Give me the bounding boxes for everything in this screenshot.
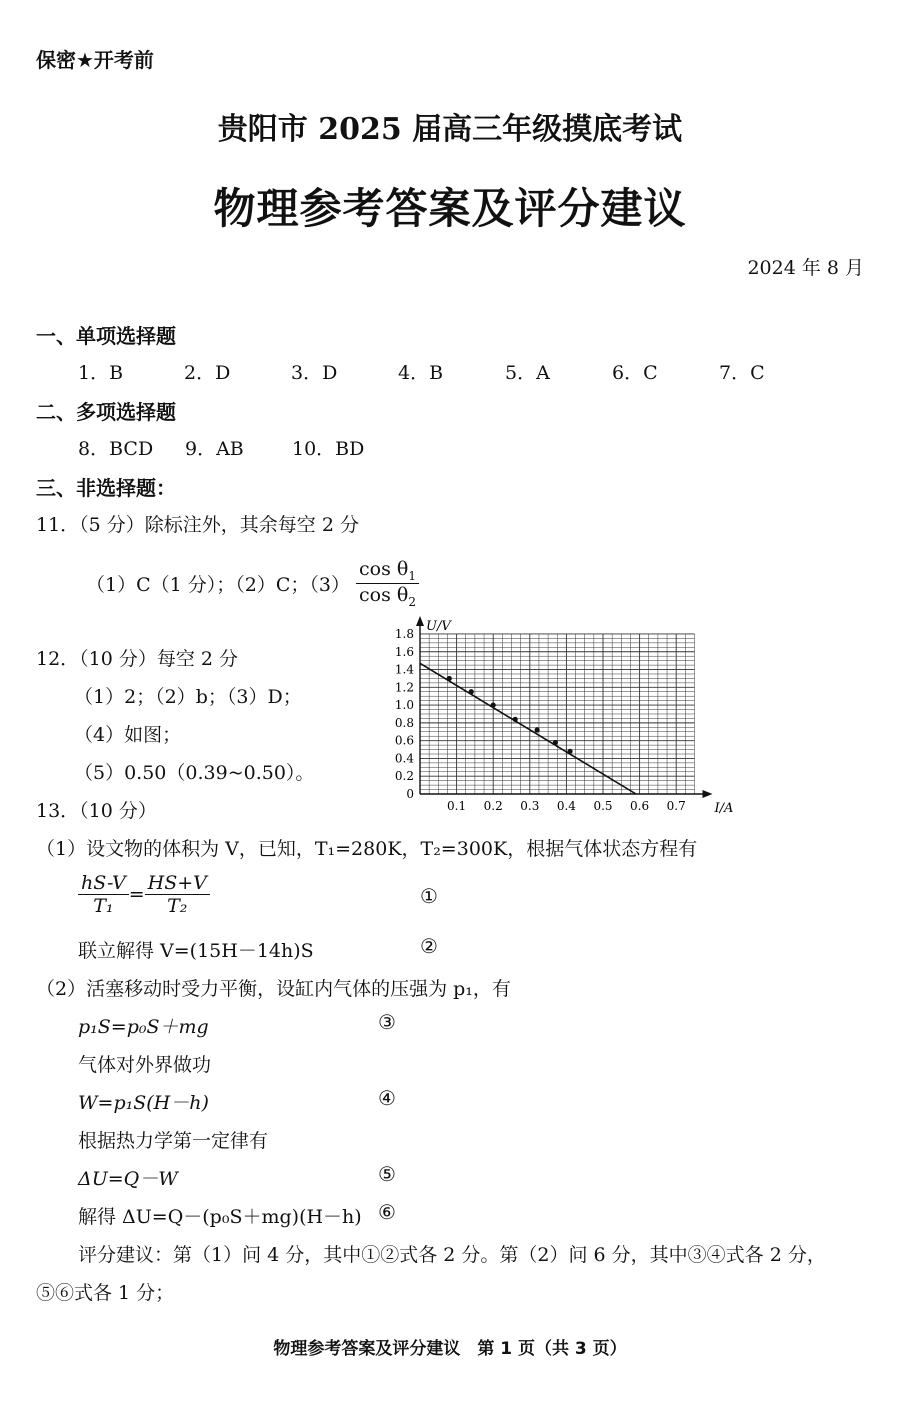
section2-title: 二、多项选择题 <box>36 400 176 424</box>
x-tick-label: 0.1 <box>447 799 467 813</box>
q11-frac-den: cos θ <box>359 583 409 606</box>
q13-solve1: 联立解得 V=(15H－14h)S <box>78 940 314 962</box>
doc-date: 2024 年 8 月 <box>747 257 864 279</box>
answer-6: 6．C <box>612 362 658 384</box>
q13-work-text: 气体对外界做功 <box>78 1054 212 1076</box>
answer-2: 2．D <box>184 362 231 384</box>
x-tick-label: 0.2 <box>483 799 503 813</box>
exam-title: 贵阳市 2025 届高三年级摸底考试 <box>217 112 683 147</box>
x-tick-label: 0.5 <box>593 799 613 813</box>
chart-grid <box>420 634 695 794</box>
answer-4: 4．B <box>398 362 444 384</box>
data-point <box>447 676 452 681</box>
data-point <box>567 749 572 754</box>
q11-answer <box>86 558 419 609</box>
ui-chart <box>380 618 734 818</box>
data-point <box>491 703 496 708</box>
x-axis-arrow <box>703 790 713 798</box>
q13-eq1-left-den: T₁ <box>93 895 114 917</box>
x-tick-label: 0.6 <box>630 799 650 813</box>
q13-part2-intro: （2）活塞移动时受力平衡，设缸内气体的压强为 p₁，有 <box>36 978 511 1000</box>
y-tick-label: 0.2 <box>394 769 414 784</box>
q13-law-text: 根据热力学第一定律有 <box>78 1130 269 1152</box>
q13-eq1-right <box>145 872 210 917</box>
q13-eq1-right-num: HS+V <box>145 872 210 895</box>
q13-part1-intro: （1）设文物的体积为 V，已知，T₁=280K，T₂=300K，根据气体状态方程有 <box>36 838 698 860</box>
y-tick-label: 0.4 <box>394 751 414 766</box>
q13-eq1: $\frac{hS-V}{\text{T₁}}$ = $\frac{HS+V}{\text{T₂}}$ <box>78 872 210 917</box>
confidential-label: 保密★开考前 <box>36 48 154 72</box>
q11-fraction <box>356 558 419 609</box>
data-point <box>553 740 558 745</box>
answer-3: 3．D <box>291 362 338 384</box>
answer-10: 10．BD <box>292 438 365 460</box>
q11-frac-num-sub: 1 <box>408 568 416 583</box>
q12-line1: （1）2；（2）b；（3）D； <box>74 686 302 708</box>
y-axis-arrow <box>416 616 424 626</box>
y-tick-label: 1.0 <box>394 698 414 713</box>
page-footer: 物理参考答案及评分建议 第 1 页（共 3 页） <box>273 1339 627 1359</box>
answer-9: 9．AB <box>185 438 244 460</box>
data-point <box>469 689 474 694</box>
q13-eq1-left <box>78 872 129 917</box>
y-tick-label: 1.8 <box>394 626 414 641</box>
q13-eq3: p₁S=p₀S＋mg <box>78 1016 209 1038</box>
y-tick-label: 0.8 <box>394 715 414 730</box>
answer-1: 1．B <box>78 362 124 384</box>
data-point <box>535 727 540 732</box>
mark-3: ③ <box>378 1010 396 1034</box>
q13-eq1-right-den: T₂ <box>167 895 188 917</box>
mark-5: ⑤ <box>378 1162 396 1186</box>
answer-5: 5．A <box>505 362 550 384</box>
q13-score-line2: ⑤⑥式各 1 分； <box>36 1282 175 1304</box>
q13-score-line1: 评分建议：第（1）问 4 分，其中①②式各 2 分。第（2）问 6 分，其中③④式各 2 分， <box>78 1244 826 1266</box>
q13-head: 13．（10 分） <box>36 800 157 822</box>
mark-6: ⑥ <box>378 1200 396 1224</box>
q12-line2: （4）如图； <box>74 724 182 746</box>
q13-eq4: W=p₁S(H－h) <box>78 1092 209 1114</box>
chart-ylabel: U/V <box>426 618 451 634</box>
data-point <box>513 717 518 722</box>
chart-axes <box>416 616 713 798</box>
q12-head: 12．（10 分）每空 2 分 <box>36 648 239 670</box>
q11-head: 11．（5 分）除标注外，其余每空 2 分 <box>36 514 359 536</box>
x-tick-label: 0.4 <box>556 799 576 813</box>
q11-frac-num: cos θ <box>359 558 409 580</box>
y-tick-label: 1.4 <box>394 662 414 677</box>
y-tick-label: 0 <box>406 787 414 801</box>
answer-7: 7．C <box>719 362 765 384</box>
section1-title: 一、单项选择题 <box>36 324 176 348</box>
mark-2: ② <box>420 934 438 958</box>
x-tick-label: 0.3 <box>520 799 540 813</box>
mark-1: ① <box>420 884 438 908</box>
doc-title: 物理参考答案及评分建议 <box>213 184 687 233</box>
x-tick-label: 0.7 <box>666 799 686 813</box>
q13-eq1-left-num: hS-V <box>78 872 129 895</box>
chart-xlabel: I/A <box>714 801 734 816</box>
section3-title: 三、非选择题： <box>36 476 176 500</box>
y-tick-label: 0.6 <box>394 733 414 748</box>
mark-4: ④ <box>378 1086 396 1110</box>
q13-eq6: 解得 ΔU=Q－(p₀S＋mg)(H－h) <box>78 1206 362 1228</box>
q11-frac-den-sub: 2 <box>408 594 416 609</box>
y-tick-label: 1.2 <box>394 680 414 695</box>
q13-eq5: ΔU=Q－W <box>78 1168 178 1190</box>
q12-line3: （5）0.50（0.39~0.50）。 <box>74 762 315 784</box>
q11-answer-text: （1）C（1 分）；（2）C；（3） <box>86 573 350 596</box>
y-tick-label: 1.6 <box>394 644 414 659</box>
answer-8: 8．BCD <box>78 438 154 460</box>
